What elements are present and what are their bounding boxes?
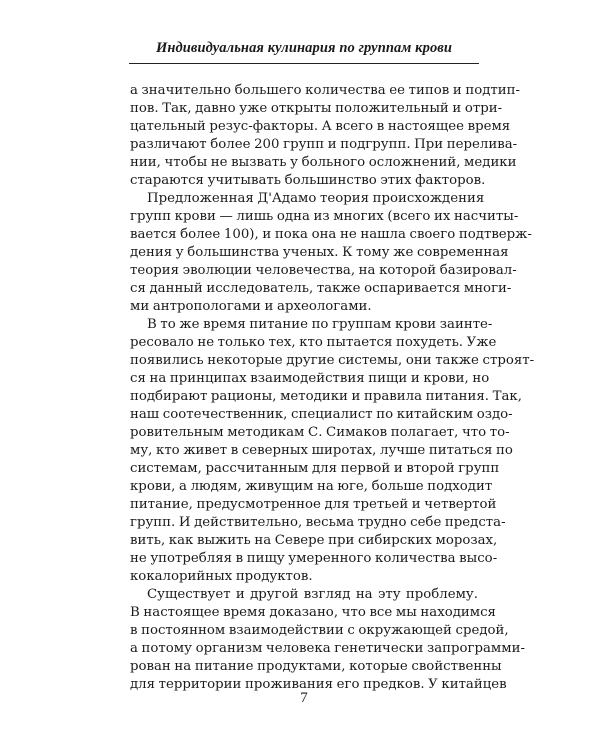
text-line: вить, как выжить на Севере при сибирских морозах,	[130, 533, 498, 548]
text-line: в постоянном взаимодействии с окружающей средой,	[130, 623, 509, 638]
text-line: ми антропологами и археологами.	[130, 299, 372, 314]
text-line: Предложенная Д'Адамо теория происхождения	[147, 191, 485, 206]
text-line: питание, предусмотренное для третьей и четвертой	[130, 497, 497, 512]
body-text	[130, 82, 535, 694]
text-line: пов. Так, давно уже открыты положительный и отри-	[130, 101, 503, 116]
text-line: Существует и другой взгляд на эту проблему.	[147, 587, 478, 602]
text-line: различают более 200 групп и подгрупп. При перелива-	[130, 137, 518, 152]
page-number: 7	[300, 690, 308, 706]
paragraph	[130, 190, 532, 316]
text-line: вается более 100), и пока она не нашла своего подтверж-	[130, 227, 532, 242]
paragraph	[130, 82, 520, 190]
text-line: кокалорийных продуктов.	[130, 569, 313, 584]
header-rule	[129, 63, 479, 64]
text-line: групп. И действительно, весьма трудно себе предста-	[130, 515, 506, 530]
text-line: появились некоторые другие системы, они также строят-	[130, 353, 535, 368]
text-line: ровительным методикам С. Симаков полагает, что то-	[130, 425, 510, 440]
text-line: рован на питание продуктами, которые свойственны	[130, 659, 502, 674]
text-line: подбирают рационы, методики и правила питания. Так,	[130, 389, 522, 404]
text-line: цательный резус-факторы. А всего в настоящее время	[130, 119, 511, 134]
running-head-title: Индивидуальная кулинария по группам крови	[155, 40, 453, 56]
text-line: для территории проживания его предков. У китайцев	[130, 677, 507, 692]
text-line: нии, чтобы не вызвать у больного осложнений, медики	[130, 155, 517, 170]
text-line: теория эволюции человечества, на которой базировал-	[130, 263, 517, 278]
paragraph	[130, 316, 535, 586]
text-line: наш соотечественник, специалист по китайским оздо-	[130, 407, 513, 422]
text-line: В то же время питание по группам крови заинте-	[147, 317, 493, 332]
text-line: ресовало не только тех, кто пытается похудеть. Уже	[130, 335, 497, 350]
text-line: групп крови — лишь одна из многих (всего их насчиты-	[130, 209, 519, 224]
paragraph	[130, 586, 525, 694]
text-line: В настоящее время доказано, что все мы находимся	[130, 605, 496, 620]
text-line: не употребляя в пищу умеренного количества высо-	[130, 551, 498, 566]
text-line: му, кто живет в северных широтах, лучше питаться по	[130, 443, 513, 458]
text-line: стараются учитывать большинство этих факторов.	[130, 173, 486, 188]
text-line: а значительно большего количества ее типов и подтип-	[130, 83, 520, 98]
text-line: ся на принципах взаимодействия пищи и крови, но	[130, 371, 490, 386]
text-line: крови, а людям, живущим на юге, больше подходит	[130, 479, 493, 494]
text-line: дения у большинства ученых. К тому же современная	[130, 245, 509, 260]
text-line: системам, рассчитанным для первой и второй групп	[130, 461, 500, 476]
text-line: ся данный исследователь, также оспаривается многи-	[130, 281, 512, 296]
text-line: а потому организм человека генетически запрограмми-	[130, 641, 525, 656]
